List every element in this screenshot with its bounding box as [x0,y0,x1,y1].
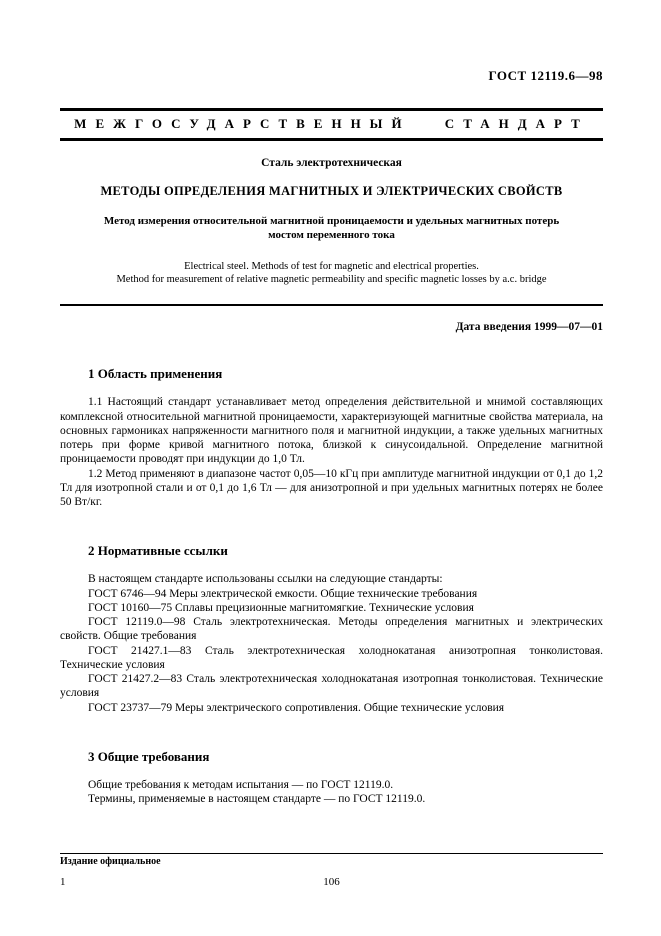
section-scope [60,366,603,509]
page-number-left: 1 [60,876,66,888]
effective-date: Дата введения 1999—07—01 [455,321,603,334]
reference-item: ГОСТ 21427.2—83 Сталь электротехническая холоднокатаная изотропная тонколистовая. Технические условия [60,673,603,700]
paragraph: 1.1 Настоящий стандарт устанавливает метод определения действительной и мнимой составляющих комплексной относительной магнитной проницаемости, характеризующей магнитные свойства материала, на основных гармониках напряженности магнитного поля и магнитной индукции, а также удельных магнитных потерь при форме кривой магнитного потока, близкой к синусоидальной. Определение магнитной проницаемости проводят при индукции до 1,0 Тл. [60,396,603,466]
title-divider [60,304,603,306]
english-title-line: Electrical steel. Methods of test for magnetic and electrical properties. [184,260,479,272]
paragraph: 1.2 Метод применяют в диапазоне частот 0,05—10 кГц при амплитуде магнитной индукции от 0,1 до 1,2 Тл для изотропной стали и от 0,1 до 1,6 Тл — для анизотропной и при удельных магнитных потерях не более 50 Вт/кг. [60,467,603,509]
english-title [60,260,603,288]
section-heading-references: 2 Нормативные ссылки [88,543,228,559]
main-title: МЕТОДЫ ОПРЕДЕЛЕНИЯ МАГНИТНЫХ И ЭЛЕКТРИЧЕСКИХ СВОЙСТВ [100,184,563,198]
section-heading-general: 3 Общие требования [88,748,210,764]
page-number-center: 106 [323,876,340,888]
method-subtitle-line: Метод измерения относительной магнитной проницаемости и удельных магнитных потерь [103,215,560,227]
page-numbers [60,876,603,890]
section-general-requirements [60,749,603,807]
subject-title: Сталь электротехническая [261,157,402,169]
doc-code: ГОСТ 12119.6—98 [488,68,603,83]
section-normative-references [60,543,603,715]
reference-item: ГОСТ 21427.1—83 Сталь электротехническая холоднокатаная анизотропная тонколистовая. Технические условия [60,644,603,671]
english-title-line: Method for measurement of relative magnetic permeability and specific magnetic losses by a.c. bridge [116,274,547,286]
title-block [60,157,603,287]
page-footer [60,853,603,890]
page-content [60,0,603,806]
reference-item: ГОСТ 23737—79 Меры электрического сопротивления. Общие технические условия [88,701,505,714]
method-subtitle-line: мостом переменного тока [268,229,395,242]
paragraph: В настоящем стандарте использованы ссылки на следующие стандарты: [88,573,443,586]
method-subtitle [60,214,603,243]
paragraph: Термины, применяемые в настоящем стандарте — по ГОСТ 12119.0. [88,793,426,806]
reference-item: ГОСТ 12119.0—98 Сталь электротехническая. Методы определения магнитных и электрических свойств. Общие требования [60,616,603,643]
official-edition-note: Издание официальное [60,856,161,867]
paragraph: Общие требования к методам испытания — по ГОСТ 12119.0. [88,778,394,791]
footer-divider [60,853,603,854]
interstate-standard-banner: МЕЖГОСУДАРСТВЕННЫЙ СТАНДАРТ [60,108,603,141]
section-heading-scope: 1 Область применения [88,366,223,382]
reference-item: ГОСТ 6746—94 Меры электрической емкости. Общие технические требования [88,587,478,600]
reference-item: ГОСТ 10160—75 Сплавы прецизионные магнитомягкие. Технические условия [88,601,474,614]
